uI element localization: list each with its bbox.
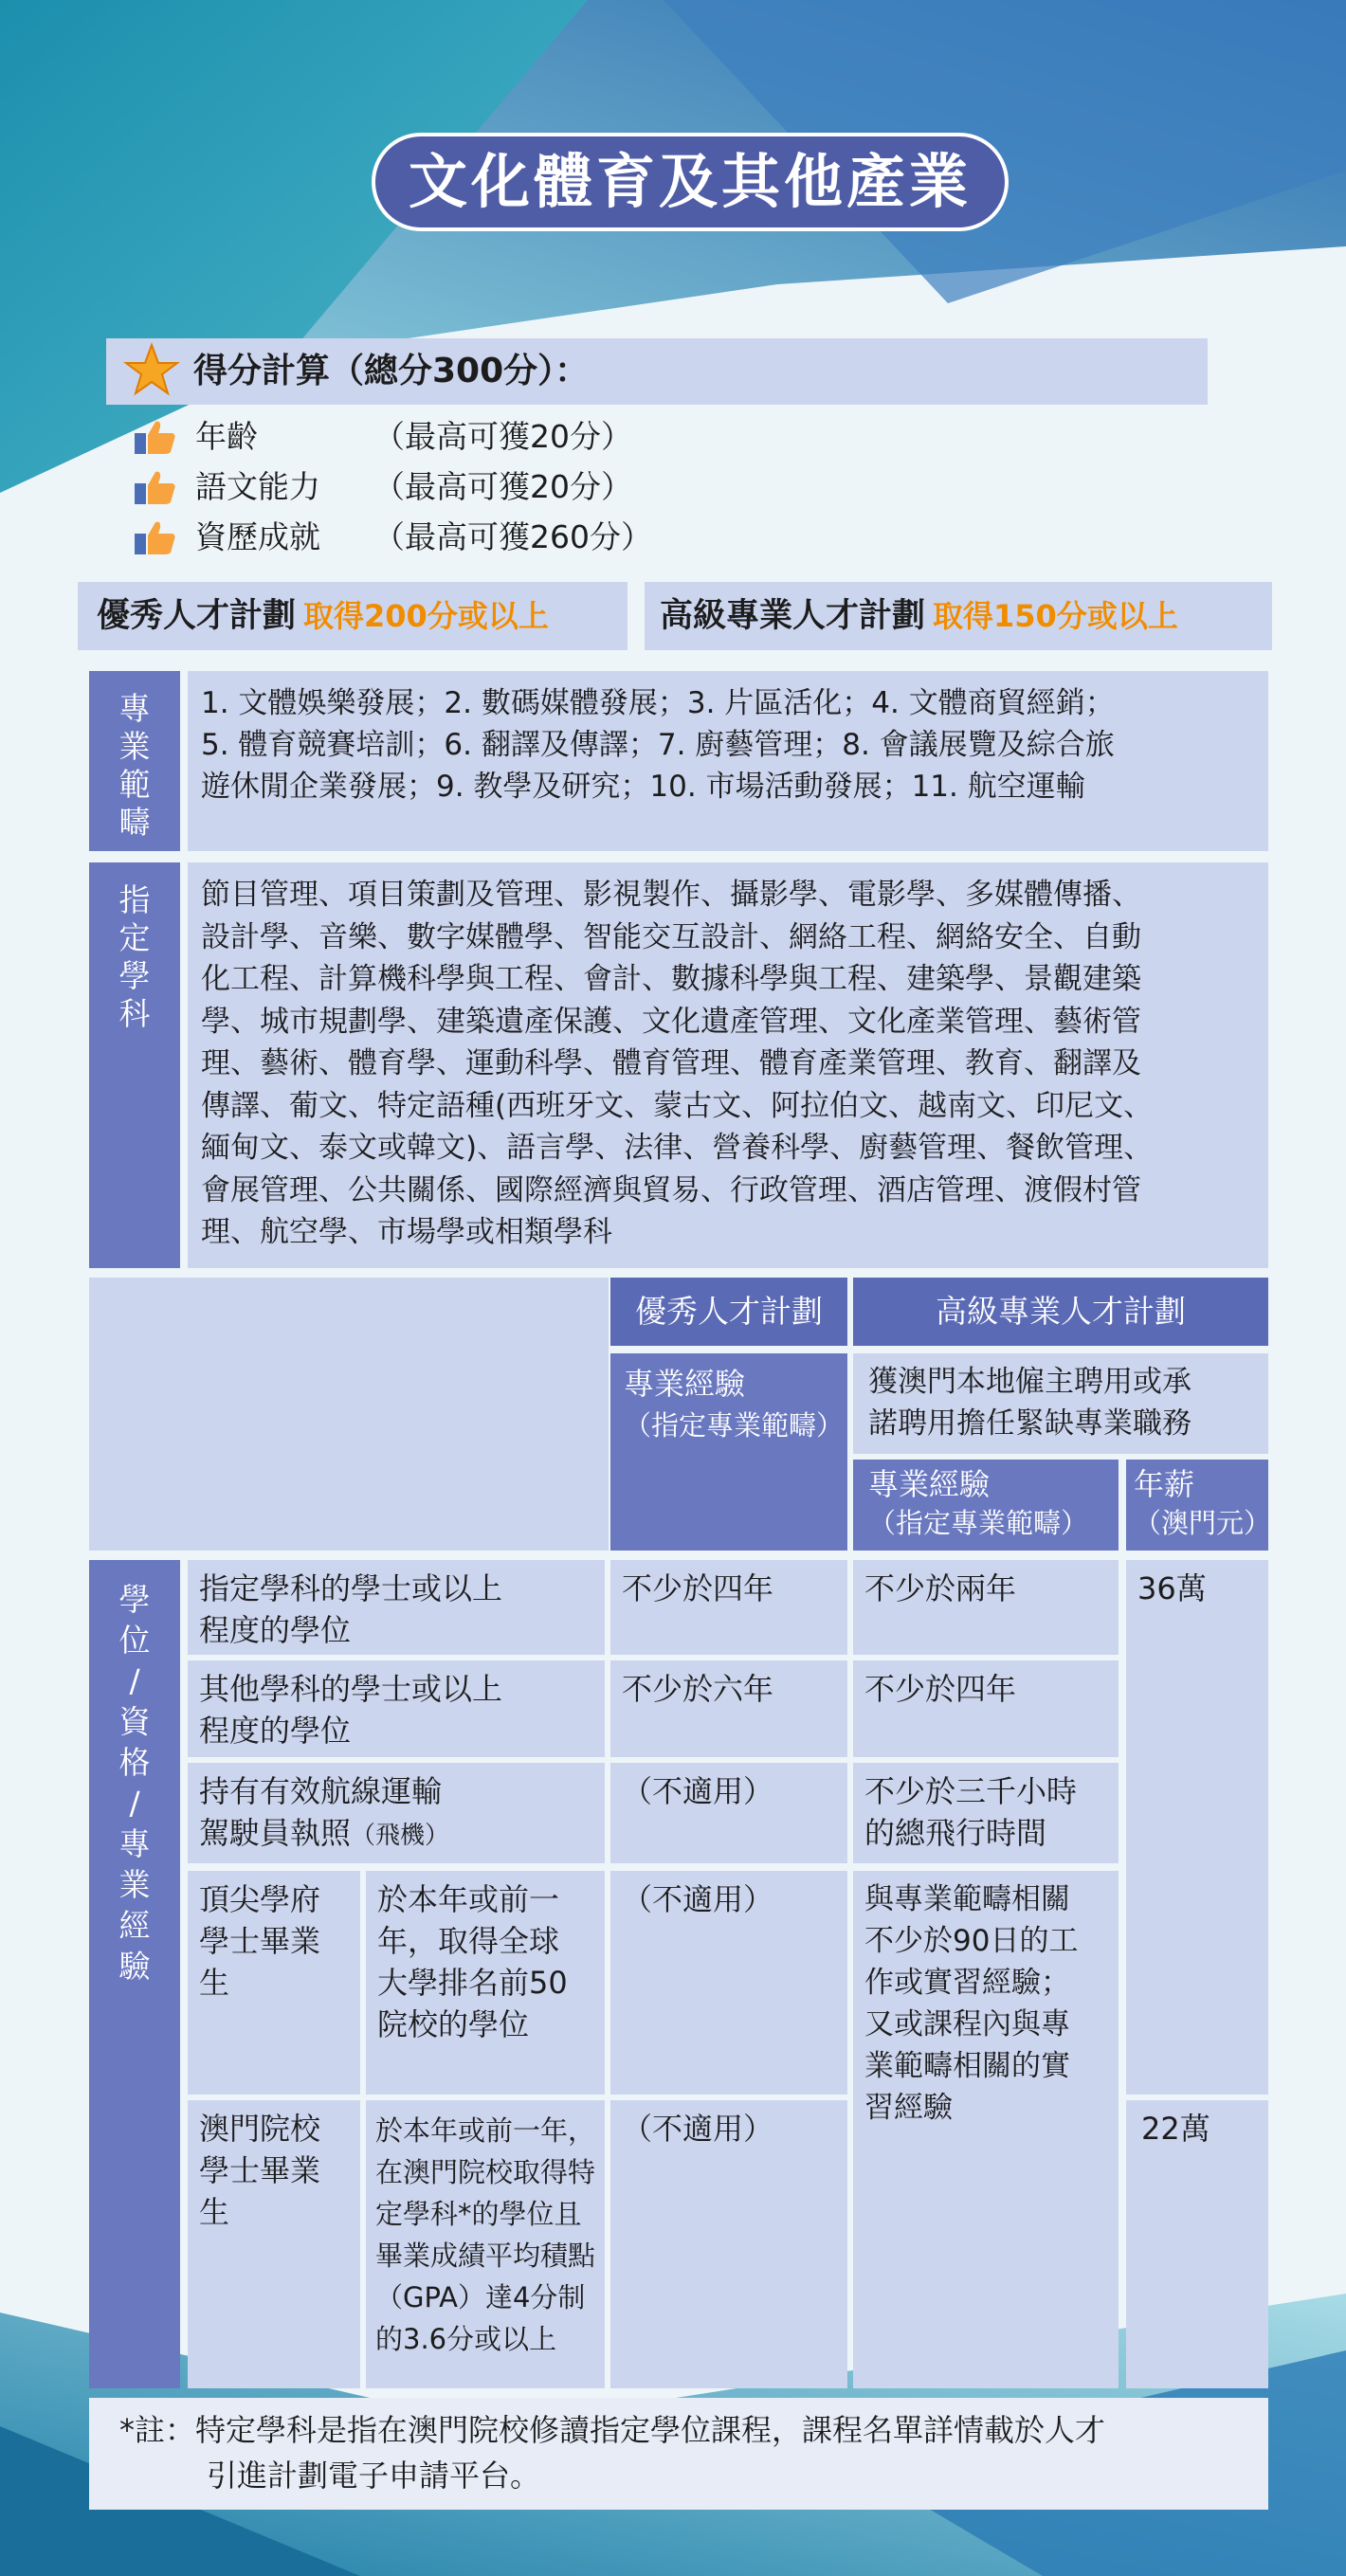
score-item-label: 語文能力 <box>195 468 320 505</box>
senior-row-other: 不少於四年 <box>853 1660 1119 1757</box>
salary-low: 22萬 <box>1126 2100 1268 2388</box>
score-item-experience <box>133 514 701 561</box>
senior-hire-note: 獲澳門本地僱主聘用或承 諾聘用擔任緊缺專業職務 <box>853 1353 1268 1454</box>
qual-pilot-license: 持有有效航線運輸 駕駛員執照（飛機） <box>188 1763 605 1863</box>
qual-designated-degree: 指定學科的學士或以上 程度的學位 <box>188 1560 605 1655</box>
excellent-row-pilot: （不適用） <box>610 1763 847 1863</box>
thumbs-up-icon <box>133 518 178 556</box>
footnote <box>89 2398 1268 2510</box>
senior-graduate-experience: 與專業範疇相關 不少於90日的工 作或實習經驗； 又或課程內與專 業範疇相關的實 習經驗 <box>853 1871 1119 2388</box>
senior-row-designated: 不少於兩年 <box>853 1560 1119 1655</box>
excellent-experience-header: 專業經驗 （指定專業範疇） <box>610 1353 847 1551</box>
page-title: 文化體育及其他產業 <box>372 133 1009 231</box>
thumbs-up-icon <box>133 468 178 506</box>
scope-content: 1. 文體娛樂發展；2. 數碼媒體發展；3. 片區活化；4. 文體商貿經銷； 5. 體育競賽培訓；6. 翻譯及傳譯；7. 廚藝管理；8. 會議展覽及綜合旅 遊休閒企業發展；9. 教學及研究；10. 市場活動發展；11. 航空運輸 <box>188 671 1268 851</box>
qual-other-degree: 其他學科的學士或以上 程度的學位 <box>188 1660 605 1757</box>
score-item-note: （最高可獲20分） <box>373 418 632 455</box>
col-header-senior: 高級專業人才計劃 <box>853 1278 1268 1346</box>
excellent-row-other: 不少於六年 <box>610 1660 847 1757</box>
thumbs-up-icon <box>133 418 178 456</box>
senior-experience-header: 專業經驗 （指定專業範疇） <box>853 1460 1119 1551</box>
qual-macau-university: 澳門院校 學士畢業生 <box>188 2100 360 2388</box>
score-heading-text: 得分計算（總分300分）： <box>193 352 590 390</box>
plan-excellent <box>78 582 628 650</box>
subjects-content: 節目管理、項目策劃及管理、影視製作、攝影學、電影學、多媒體傳播、 設計學、音樂、數字媒體學、智能交互設計、網絡工程、網絡安全、自動 化工程、計算機科學與工程、會計、數據科學與工程、建築學、景觀建築 學、城市規劃學、建築遺產保護、文化遺產管理、文化產業管理、藝術管 理、藝術、體育學、運動科學、體育管理、體育產業管理、教育、翻譯及 傳譯、葡文、特定語種(西班牙文、蒙古文、阿拉伯文、越南文、印尼文、 緬甸文、泰文或韓文)、語言學、法律、營養科學、廚藝管理、餐飲管理、 會展管理、公共關係、國際經濟與貿易、行政管理、酒店管理、渡假村管 理、航空學、市場學或相類學科 <box>188 862 1268 1268</box>
salary-high: 36萬 <box>1126 1560 1268 2095</box>
score-item-note: （最高可獲20分） <box>373 468 632 505</box>
plan-name: 優秀人才計劃 <box>97 597 297 635</box>
top-university-description: 於本年或前一 年，取得全球 大學排名前50 院校的學位 <box>366 1871 605 2095</box>
plan-requirement: 取得150分或以上 <box>933 598 1178 634</box>
salary-header: 年薪 （澳門元） <box>1126 1460 1268 1551</box>
table-blank-corner <box>89 1278 609 1551</box>
senior-row-pilot: 不少於三千小時 的總飛行時間 <box>853 1763 1119 1863</box>
plan-senior <box>645 582 1272 650</box>
score-item-age <box>133 413 701 461</box>
plan-requirement: 取得200分或以上 <box>303 598 549 634</box>
qual-top-university: 頂尖學府 學士畢業生 <box>188 1871 360 2095</box>
score-item-note: （最高可獲260分） <box>373 518 652 555</box>
qualification-side-label: 學 位 / 資 格 / 專 業 經 驗 <box>89 1560 180 2388</box>
subjects-label: 指 定 學 科 <box>89 862 180 1268</box>
excellent-row-top-university: （不適用） <box>610 1871 847 2095</box>
score-item-label: 年齡 <box>195 418 258 455</box>
plan-name: 高級專業人才計劃 <box>660 597 926 635</box>
star-icon <box>123 342 180 399</box>
macau-university-description: 於本年或前一年， 在澳門院校取得特 定學科*的學位且 畢業成績平均積點 （GPA）達4分制 的3.6分或以上 <box>366 2100 605 2388</box>
col-header-excellent: 優秀人才計劃 <box>610 1278 847 1346</box>
score-item-label: 資歷成就 <box>195 518 320 555</box>
footnote-line-1: *註：特定學科是指在澳門院校修讀指定學位課程，課程名單詳情載於人才 <box>119 2412 1106 2448</box>
score-item-language <box>133 463 701 511</box>
score-heading <box>106 338 1208 405</box>
scope-label: 專 業 範 疇 <box>89 671 180 851</box>
footnote-line-2: 引進計劃電子申請平台。 <box>207 2458 541 2494</box>
excellent-row-macau-university: （不適用） <box>610 2100 847 2388</box>
excellent-row-designated: 不少於四年 <box>610 1560 847 1655</box>
